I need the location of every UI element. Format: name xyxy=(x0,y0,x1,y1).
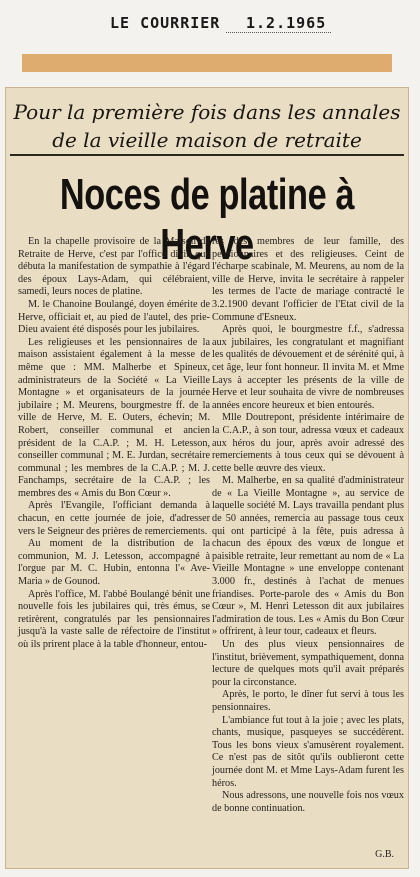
paragraph: Après quoi, le bourgmestre f.f., s'adressa aux jubilaires, les congratulant et magnifiant les qualités de dévouement et de sérénité qui, à cet âge, leur font honneur. Il invita M. et Mme Lays à accepter les présents de la ville de Herve et leur souhaita de vivre de nombreuses années encore heureux et bien entourés. xyxy=(212,324,404,411)
paragraph: Après, le porto, le dîner fut servi à tous les pensionnaires. xyxy=(212,689,404,713)
article-column-right xyxy=(212,236,404,815)
paragraph: Nous adressons, une nouvelle fois nos vœux de bonne continuation. xyxy=(212,790,404,814)
adhesive-tape xyxy=(22,54,392,72)
paragraph: rés des membres de leur famille, des pensionnaires et des religieuses. Ceint de l'écharpe scabinale, M. Meurens, au nom de la ville de Herve, invita le secrétaire à rappeler les termes de l'acte de mariage contracté le 3.2.1900 devant l'officier de l'Etat civil de la Commune d'Esneux. xyxy=(212,236,404,323)
paragraph: M. le Chanoine Boulangé, doyen émérite de Herve, officiait et, au pied de l'autel, des prie-Dieu avaient été disposés pour les jubilaires. xyxy=(18,298,210,336)
paragraph: Après l'Evangile, l'officiant demanda à chacun, en cette journée de joie, d'adresser vers le Seigneur des prières de remerciements. xyxy=(18,500,210,537)
paragraph: Mlle Doutrepont, présidente intérimaire de la C.A.P., à son tour, adressa vœux et cadeaux aux héros du jour, après avoir adressé des remerciements à tous ceux qui se dévouent à cette belle œuvre des vieux. xyxy=(212,412,404,474)
paragraph: Les religieuses et les pensionnaires de la maison assistaient également à la messe de même que : MM. Malherbe et Spineux, administrateurs de la Société « La Vieille Montagne » et organisateurs de la journée jubilaire ; M. Meurens, bourgmestre ff. de la ville de Herve, M. E. Outers, échevin; M. Robert, conseiller communal et ancien président de la C.A.P. ; M. H. Letesson, conseiller communal ; M. E. Jurdan, secrétaire communal ; les membres de la C.A.P. ; M. J. Fanchamps, secrétaire de la C.A.P. ; les membres des « Amis du Bon Cœur ». xyxy=(18,336,210,499)
article-column-left xyxy=(18,236,210,652)
paragraph: En la chapelle provisoire de la Maison de Retraite de Herve, c'est par l'office divin que débuta la manifestation de sympathie à l'égard des époux Lays-Adam, qui célébraient, samedi, leurs noces de platine. xyxy=(18,236,210,298)
masthead xyxy=(0,10,420,38)
article-kicker: Pour la première fois dans les annales de la vieille maison de retraite xyxy=(13,100,401,152)
paragraph: Au moment de la distribution de la communion, M. J. Letesson, accompagné à l'orgue par M. C. Hubin, entonna l'« Ave-Maria » de Gounod. xyxy=(18,538,210,588)
paragraph: M. Malherbe, en sa qualité d'administrateur de « La Vieille Montagne », au service de laquelle société M. Lays travailla pendant plus de 50 années, remercia au passage tous ceux qui ont participé à la fête, puis adressa à chacun des époux des vœux de longue et paisible retraite, leur remettant au nom de « La Vieille Montagne » une enveloppe contenant 3.000 fr., destinés à l'achat de menues friandises. Porte-parole des « Amis du Bon Cœur », M. Henri Letesson dit aux jubilaires l'admiration de tous. Les « Amis du Bon Cœur » offrirent, à leur tour, cadeaux et fleurs. xyxy=(212,475,404,638)
paragraph: Un des plus vieux pensionnaires de l'institut, brièvement, sympathiquement, donna lecture de quelques mots qu'il avait préparés pour la circonstance. xyxy=(212,639,404,688)
kicker-divider xyxy=(10,154,404,156)
newspaper-clipping xyxy=(6,88,408,868)
author-signature: G.B. xyxy=(375,849,394,860)
date-underline xyxy=(226,32,331,33)
paragraph: L'ambiance fut tout à la joie ; avec les plats, chants, musique, pasqueyes se succédèrent. Tous les bons vieux s'amusèrent royalement. Ce n'est pas de sitôt qu'ils oublieront cette journée dont M. et Mme Lays-Adam furent les héros. xyxy=(212,714,404,789)
publication-name: LE COURRIER xyxy=(110,14,221,32)
article-headline: Noces de platine à Herve xyxy=(59,170,355,269)
publication-date: 1.2.1965 xyxy=(246,14,327,32)
paragraph: Après l'office, M. l'abbé Boulangé bénit une nouvelle fois les jubilaires qui, très émus, se retirèrent, congratulés par les pensionnaires jusqu'à la vaste salle de réfectoire de l'institut où ils prirent place à la table d'honneur, entou- xyxy=(18,588,210,650)
